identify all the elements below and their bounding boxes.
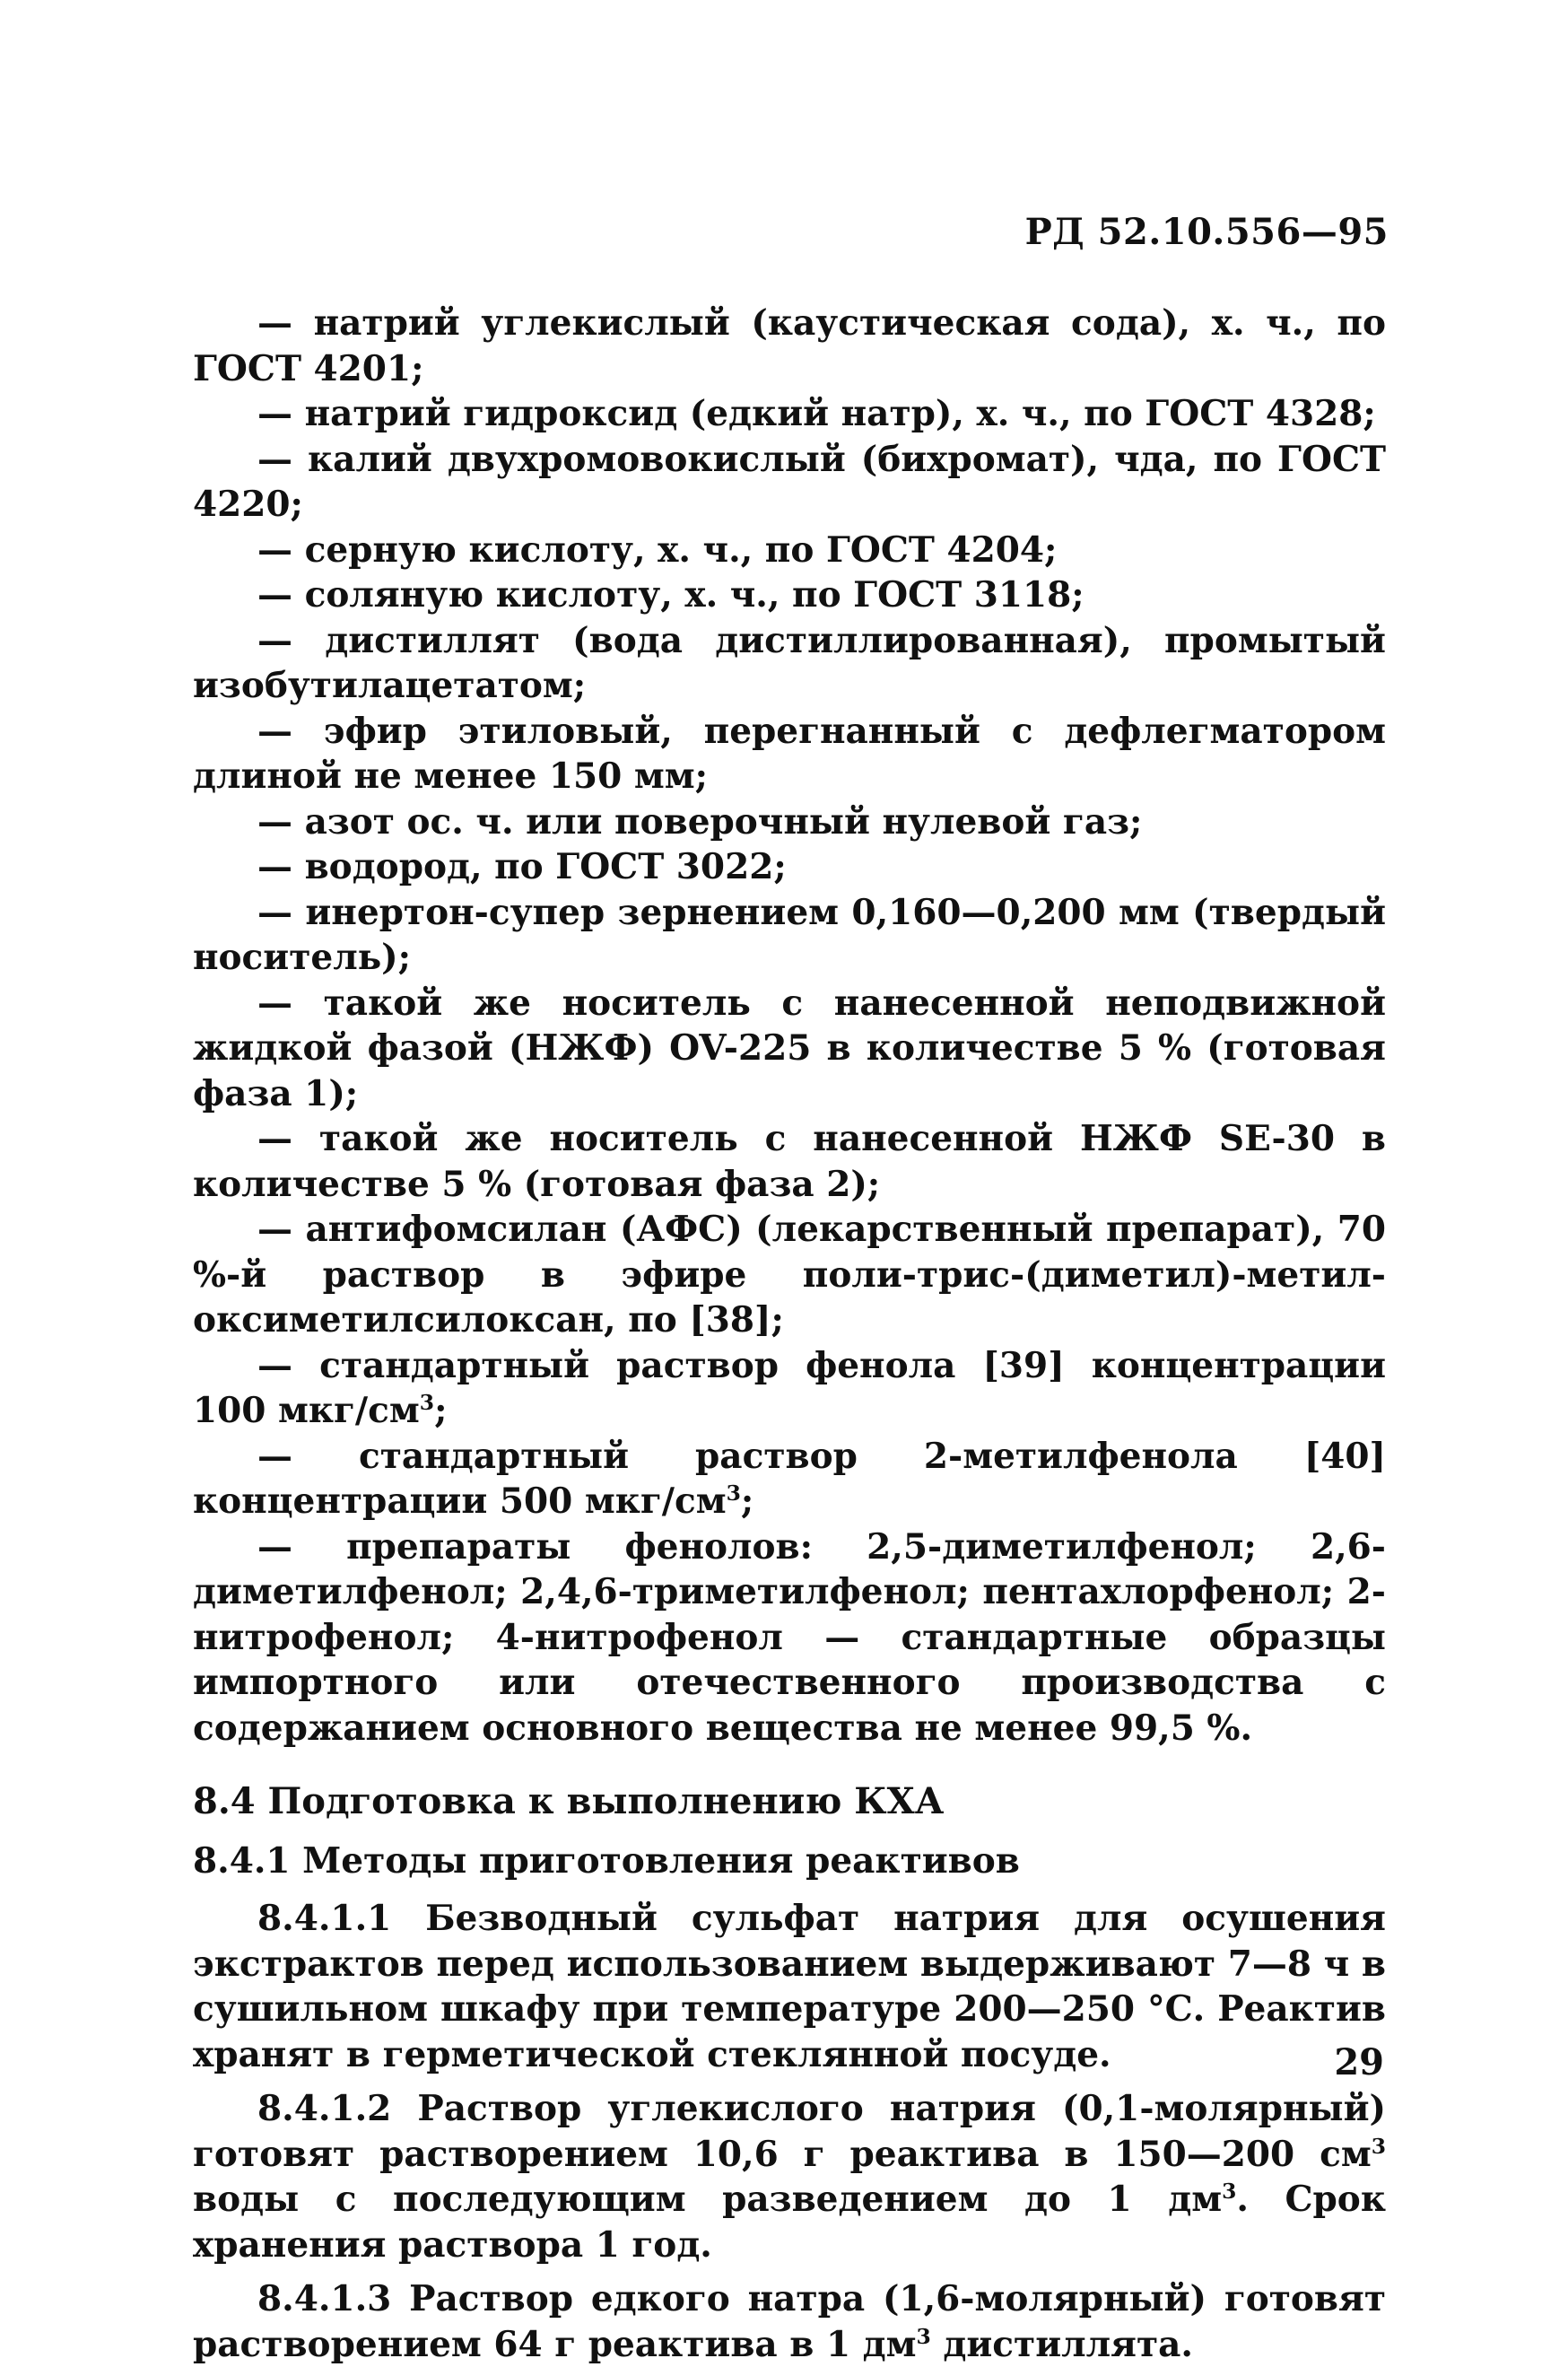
paragraph-8-4-1-2 — [193, 2086, 1386, 2267]
para-text: 8.4.1.3 Раствор едкого натра (1,6-молярный) готовят растворением 64 г реактива в 1 дм — [193, 2278, 1386, 2365]
list-item: — инертон-супер зернением 0,160—0,200 мм (твердый носитель); — [193, 891, 1386, 978]
list-item: — дистиллят (вода дистиллированная), промытый изобутилацетатом; — [193, 619, 1386, 706]
item-tail: ; — [434, 1390, 448, 1431]
list-item: — натрий углекислый (каустическая сода), х. ч., по ГОСТ 4201; — [193, 302, 1386, 389]
list-item: — азот ос. ч. или поверочный нулевой газ; — [257, 800, 1143, 843]
superscript: 3 — [1371, 2133, 1386, 2159]
item-text: — стандартный раствор фенола [39] концентрации 100 мкг/см — [193, 1344, 1386, 1431]
list-item: — соляную кислоту, х. ч., по ГОСТ 3118; — [257, 574, 1085, 616]
superscript: 3 — [1222, 2179, 1237, 2204]
page-number: 29 — [1334, 2041, 1384, 2083]
subsection-title: 8.4.1 Методы приготовления реактивов — [193, 1840, 1020, 1882]
superscript: 3 — [726, 1480, 741, 1506]
list-item: — такой же носитель с нанесенной НЖФ SE-30 в количестве 5 % (готовая фаза 2); — [193, 1118, 1386, 1205]
list-item: — антифомсилан (АФС) (лекарственный препарат), 70 %-й раствор в эфире поли-трис-(диметил)-метил-оксиметилсилоксан, по [38]; — [193, 1209, 1386, 1341]
list-item: — такой же носитель с нанесенной неподвижной жидкой фазой (НЖФ) OV-225 в количестве 5 % (готовая фаза 1); — [193, 982, 1386, 1114]
list-item: — водород, по ГОСТ 3022; — [257, 846, 787, 887]
page-content — [193, 301, 1386, 2367]
list-item-phenols: — препараты фенолов: 2,5-диметилфенол; 2,6-диметилфенол; 2,4,6-триметилфенол; пентахлорфенол; 2-нитрофенол; 4-нитрофенол — стандартные образцы импортного или отечественного производства с содержанием основного вещества не менее 99,5 %. — [193, 1525, 1386, 1749]
item-tail: ; — [740, 1480, 754, 1522]
item-text: — стандартный раствор 2-метилфенола [40] концентрации 500 мкг/см — [193, 1435, 1386, 1522]
list-item: — серную кислоту, х. ч., по ГОСТ 4204; — [257, 528, 1058, 571]
list-item: — натрий гидроксид (едкий натр), х. ч., по ГОСТ 4328; — [257, 393, 1376, 434]
paragraph-8-4-1-3 — [193, 2276, 1386, 2367]
section-title: 8.4 Подготовка к выполнению КХА — [193, 1780, 945, 1822]
document-code-header: РД 52.10.556—95 — [1024, 211, 1389, 253]
para-text: дистиллята. — [930, 2323, 1193, 2365]
list-item-std-methylphenol — [193, 1434, 1386, 1524]
paragraph-8-4-1-1: 8.4.1.1 Безводный сульфат натрия для осушения экстрактов перед использованием выдерживают 7—8 ч в сушильном шкафу при температуре 200—250 °С. Реактив хранят в герметической стеклянной посуде. — [193, 1898, 1386, 2075]
superscript: 3 — [916, 2323, 931, 2349]
para-text: . Срок хранения раствора 1 год. — [193, 2179, 1386, 2266]
list-item-std-phenol — [193, 1343, 1386, 1434]
superscript: 3 — [419, 1390, 435, 1415]
list-item: — калий двухромовокислый (бихромат), чда, по ГОСТ 4220; — [193, 438, 1386, 525]
para-text: 8.4.1.2 Раствор углекислого натрия (0,1-молярный) готовят растворением 10,6 г реактива в 150—200 см — [193, 2088, 1386, 2175]
para-text: воды с последующим разведением до 1 дм — [193, 2179, 1223, 2220]
list-item: — эфир этиловый, перегнанный с дефлегматором длиной не менее 150 мм; — [193, 710, 1386, 797]
